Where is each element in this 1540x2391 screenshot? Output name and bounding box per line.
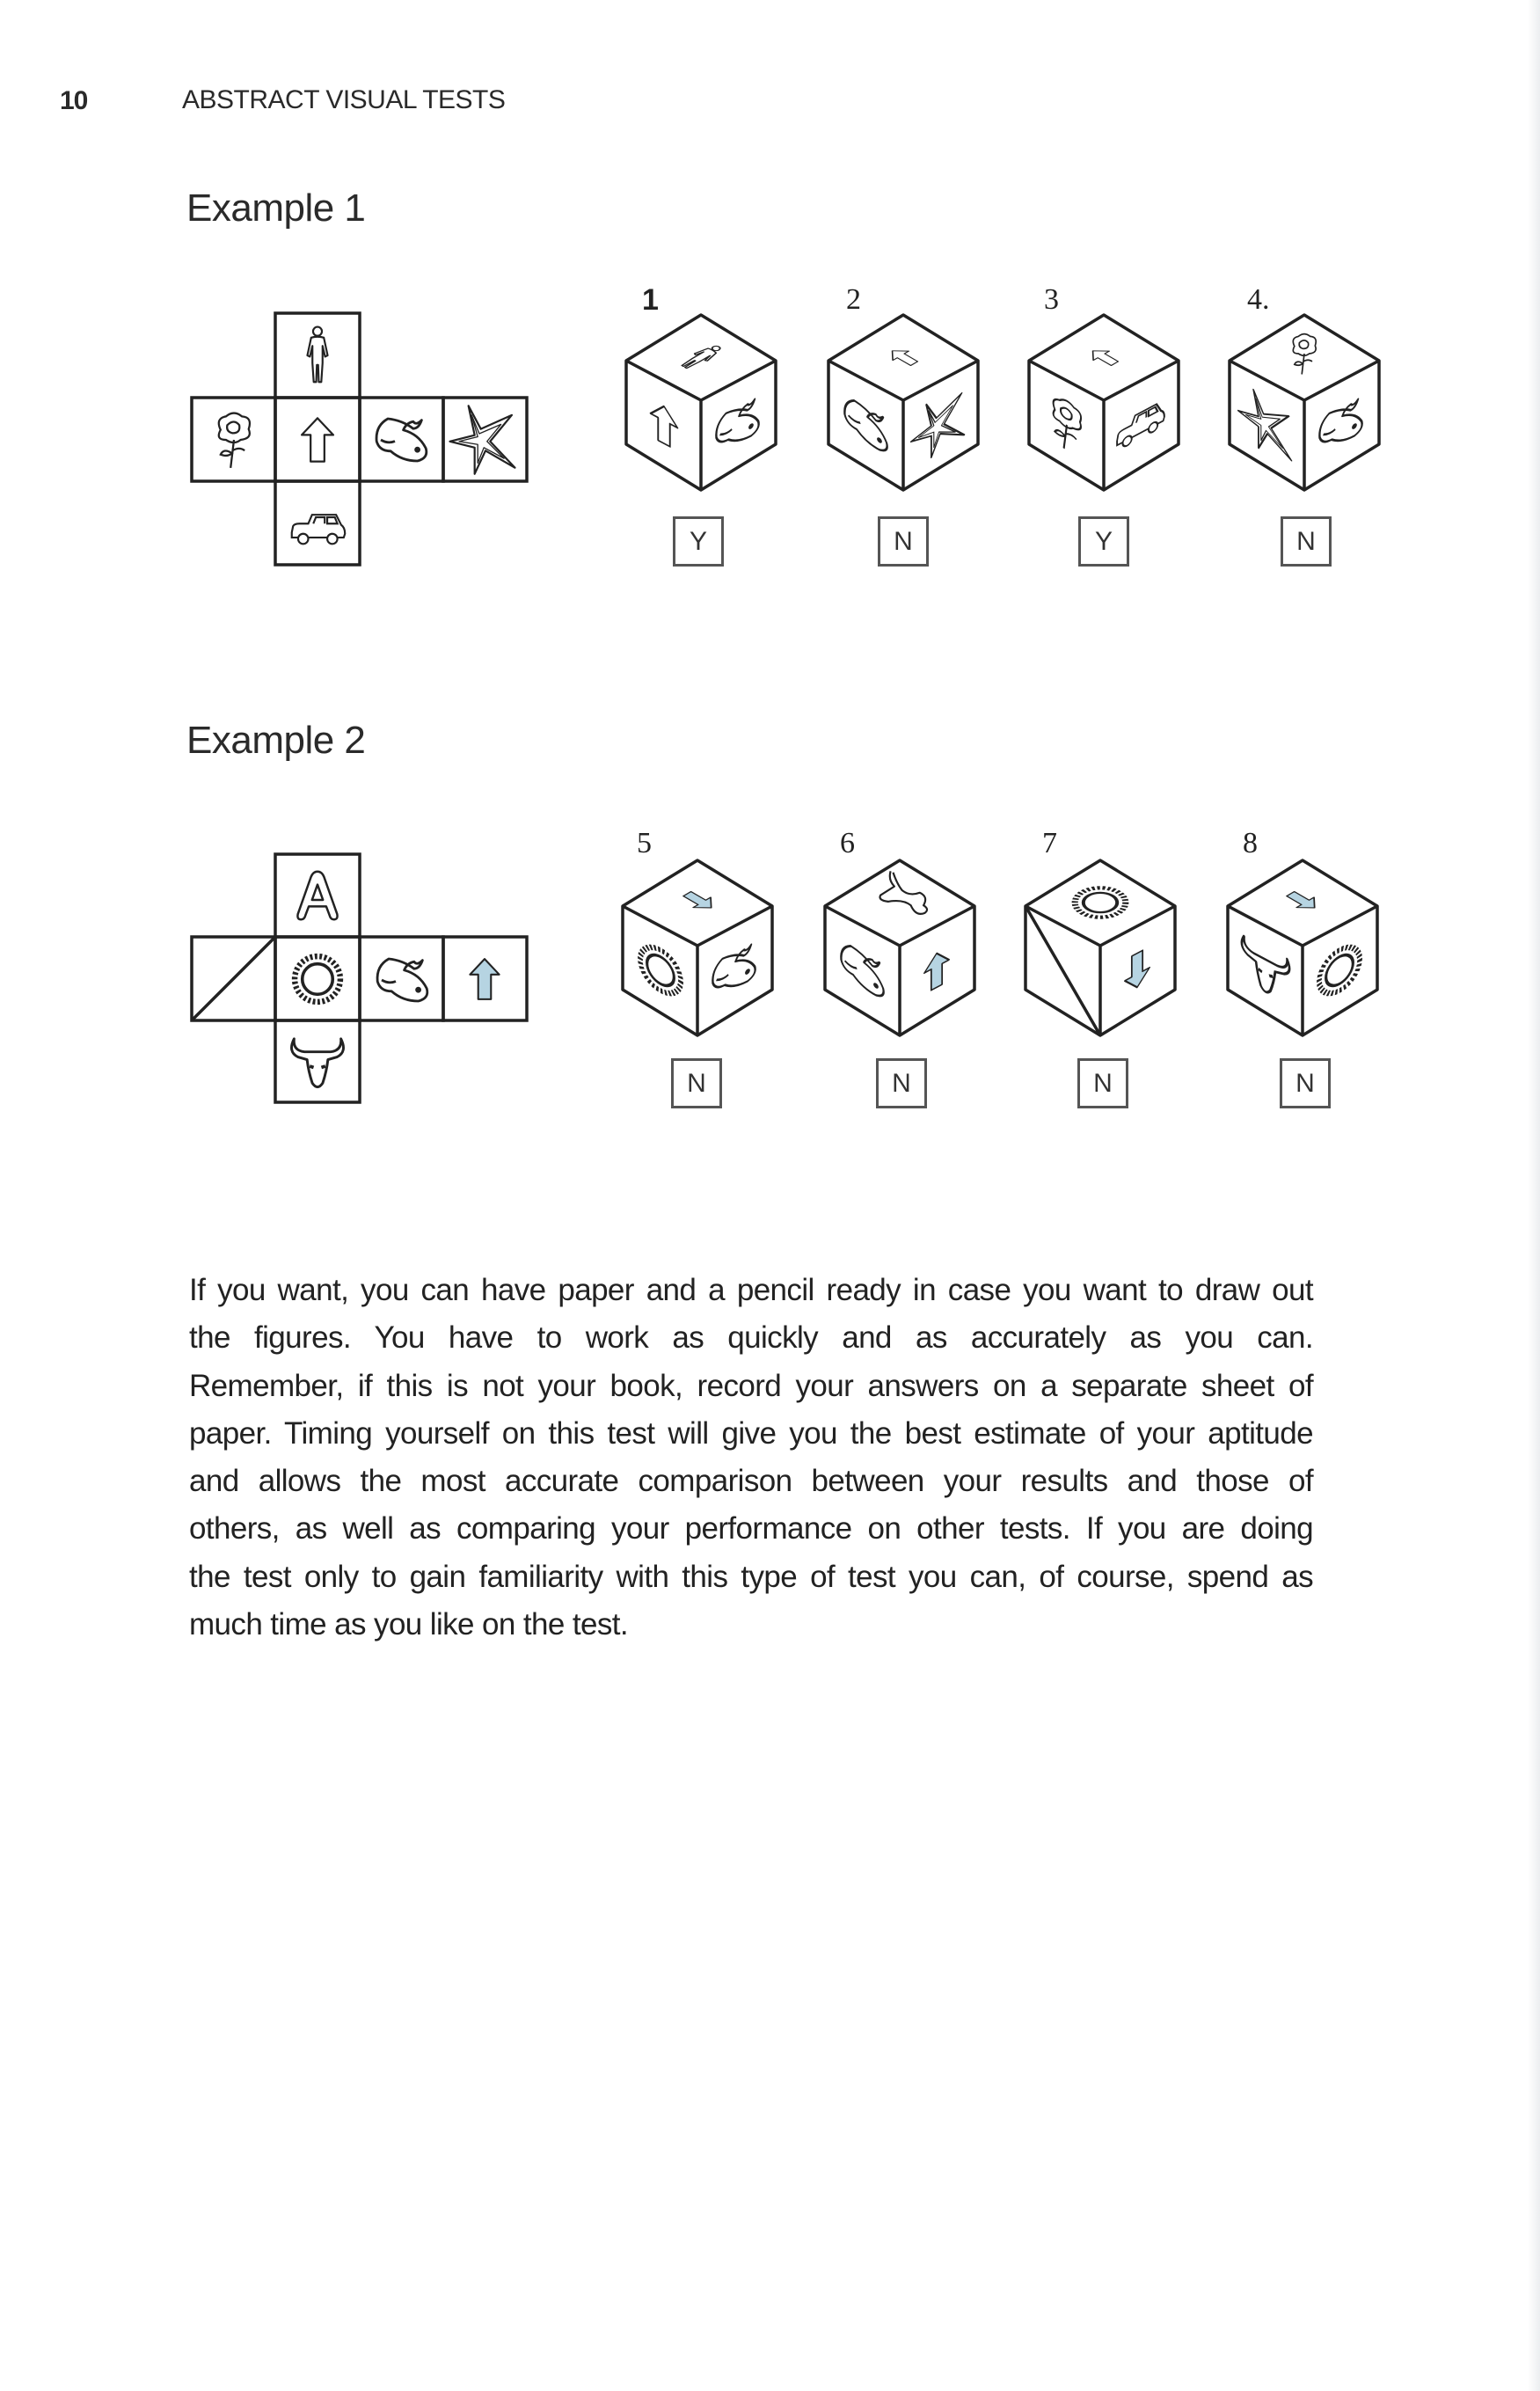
blue-arrow-down-icon bbox=[1125, 947, 1150, 994]
blue-arrow-up-icon bbox=[470, 959, 499, 999]
cube-2 bbox=[828, 315, 978, 490]
fish-icon bbox=[716, 396, 758, 454]
cube-6-number: 6 bbox=[840, 827, 855, 859]
answer-value: N bbox=[687, 1068, 706, 1098]
car-icon bbox=[292, 515, 345, 544]
answer-box-2[interactable] bbox=[878, 516, 929, 567]
sun-icon bbox=[295, 956, 340, 1002]
example-1-title: Example 1 bbox=[186, 186, 366, 230]
paragraph-line: the test only to gain familiarity with this type of test you can, of course, spend as bbox=[189, 1559, 1313, 1594]
answer-value: N bbox=[1296, 526, 1316, 556]
blue-arrow-up-icon bbox=[924, 947, 949, 994]
paragraph-line: the figures. You have to work as quickly and as accurately as you can. bbox=[189, 1320, 1313, 1356]
fish-icon bbox=[841, 941, 883, 999]
blue-arrow-down-right-icon bbox=[1281, 888, 1323, 912]
instructions-paragraph bbox=[189, 1267, 1313, 1649]
answer-value: Y bbox=[689, 526, 707, 556]
arrow-up-left-icon bbox=[1085, 347, 1123, 369]
running-title: ABSTRACT VISUAL TESTS bbox=[182, 85, 506, 114]
distorted-letter-a-icon bbox=[880, 871, 928, 914]
human-figure-icon bbox=[307, 327, 327, 383]
example-2-title: Example 2 bbox=[186, 719, 366, 762]
answer-value: N bbox=[894, 526, 913, 556]
paragraph-line: and allows the most accurate comparison between your results and those of bbox=[189, 1464, 1313, 1499]
rose-icon bbox=[1293, 334, 1316, 375]
fish-icon bbox=[844, 396, 887, 454]
fish-icon bbox=[712, 941, 755, 999]
cube-7 bbox=[1025, 860, 1175, 1035]
cube-8 bbox=[1228, 860, 1377, 1035]
answer-value: Y bbox=[1094, 526, 1113, 556]
cube-2-number: 2 bbox=[846, 283, 861, 316]
letter-a-icon bbox=[297, 872, 337, 920]
page-number: 10 bbox=[60, 86, 88, 115]
sun-icon bbox=[1075, 888, 1126, 917]
sun-icon bbox=[1319, 940, 1360, 1002]
cube-7-number: 7 bbox=[1042, 827, 1057, 859]
answer-value: N bbox=[1295, 1068, 1315, 1098]
answer-box-4[interactable] bbox=[1281, 516, 1332, 567]
car-icon bbox=[1117, 400, 1164, 451]
fish-icon bbox=[1319, 396, 1361, 454]
paragraph-line: paper. Timing yourself on this test will give you the best estimate of your aptitude bbox=[189, 1415, 1313, 1451]
human-figure-icon bbox=[678, 343, 726, 370]
bull-head-icon bbox=[1242, 935, 1289, 1005]
paragraph-line: Remember, if this is not your book, record your answers on a separate sheet of bbox=[189, 1368, 1313, 1403]
cube-6 bbox=[825, 860, 974, 1035]
arrow-up-icon bbox=[302, 418, 333, 461]
paragraph-line: If you want, you can have paper and a pencil ready in case you want to draw out bbox=[189, 1273, 1313, 1307]
cube-4 bbox=[1230, 315, 1379, 490]
diagonal-line-icon bbox=[192, 937, 275, 1020]
answer-box-3[interactable] bbox=[1078, 516, 1129, 567]
answer-box-8[interactable] bbox=[1280, 1058, 1331, 1108]
cube-1 bbox=[626, 315, 776, 490]
rose-icon bbox=[219, 413, 250, 468]
cube-4-number: 4. bbox=[1247, 283, 1270, 316]
answer-box-5[interactable] bbox=[671, 1058, 722, 1108]
answer-box-6[interactable] bbox=[876, 1058, 927, 1108]
starfish-icon bbox=[911, 384, 964, 469]
rose-icon bbox=[1054, 394, 1081, 458]
blue-arrow-down-right-icon bbox=[678, 888, 719, 912]
answer-box-7[interactable] bbox=[1077, 1058, 1128, 1108]
arrow-up-icon bbox=[651, 399, 678, 451]
answer-value: N bbox=[892, 1068, 911, 1098]
cube-8-number: 8 bbox=[1243, 827, 1258, 859]
fish-icon bbox=[377, 959, 427, 1001]
cube-3-number: 3 bbox=[1044, 283, 1059, 316]
cube-1-number: 1 bbox=[642, 283, 659, 317]
answer-box-1[interactable] bbox=[673, 516, 724, 567]
sun-icon bbox=[640, 940, 681, 1002]
paragraph-line: much time as you like on the test. bbox=[189, 1607, 629, 1642]
net-example-2 bbox=[192, 854, 527, 1102]
fish-icon bbox=[376, 419, 427, 461]
paragraph-line: others, as well as comparing your performance on other tests. If you are doing bbox=[189, 1511, 1313, 1546]
answer-value: N bbox=[1093, 1068, 1113, 1098]
cube-3 bbox=[1029, 315, 1179, 490]
cube-5 bbox=[623, 860, 772, 1035]
arrow-up-left-icon bbox=[885, 347, 923, 369]
starfish-icon bbox=[450, 406, 515, 473]
cube-5-number: 5 bbox=[637, 827, 652, 859]
bull-head-icon bbox=[292, 1039, 344, 1087]
